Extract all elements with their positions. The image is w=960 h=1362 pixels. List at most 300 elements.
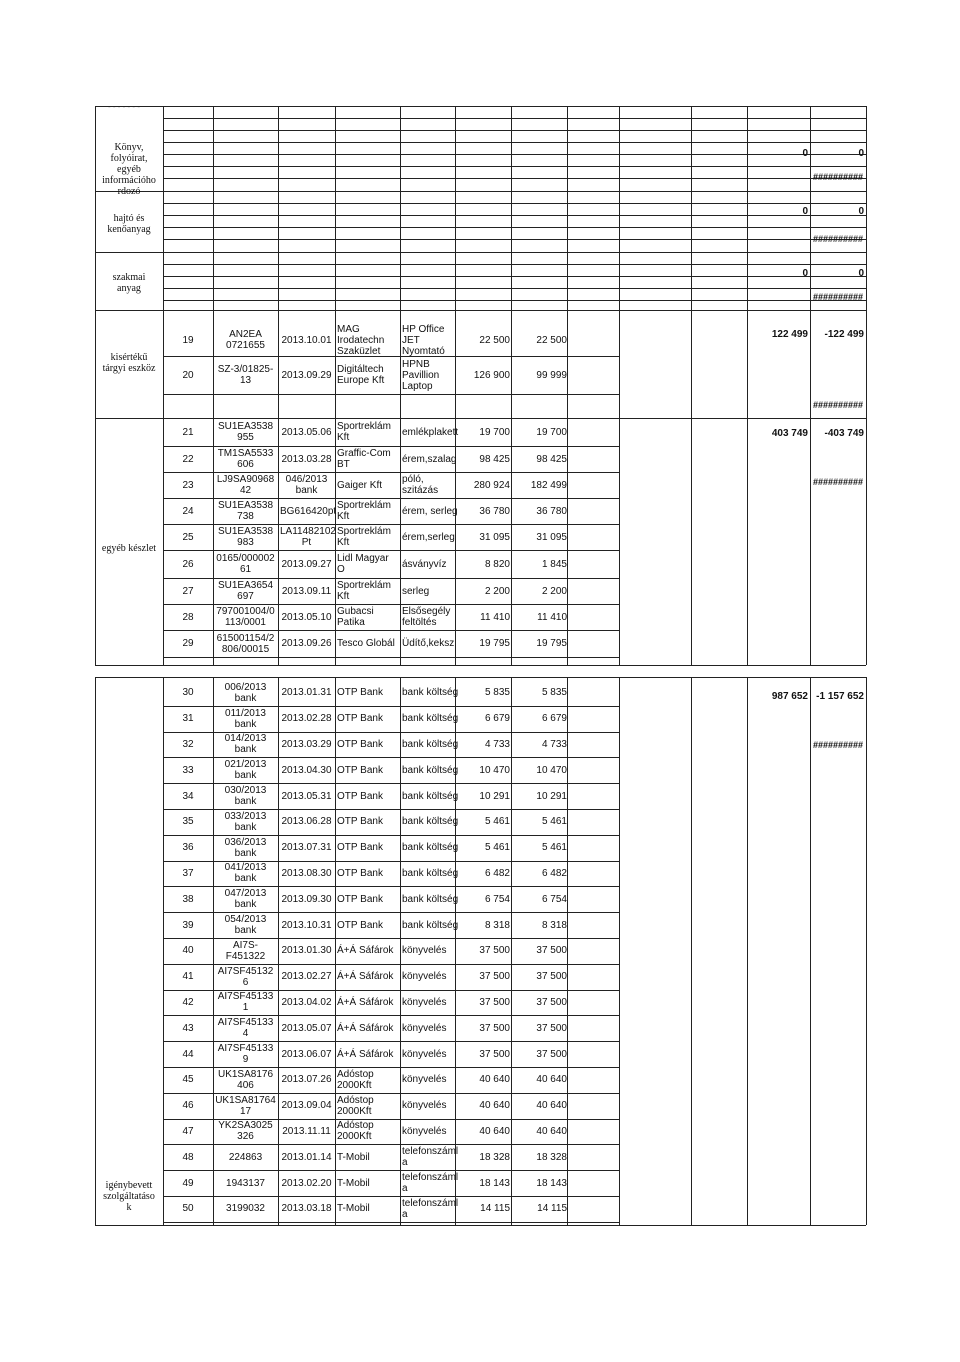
net-amount: 37 500	[536, 971, 567, 982]
net-amount: 6 679	[541, 713, 567, 724]
gross-amount: 6 754	[484, 894, 510, 905]
grid-line-h	[163, 706, 619, 707]
gross-amount: 40 640	[479, 1126, 510, 1137]
item-description: HPNB Pavillion Laptop	[402, 359, 440, 392]
grid-line-v	[866, 418, 867, 665]
grid-line-h	[163, 809, 619, 810]
partner-name: Sportreklám Kft	[337, 526, 391, 548]
grid-line-v	[511, 677, 512, 1225]
item-description: bank költség	[402, 713, 459, 724]
row-number: 44	[182, 1049, 194, 1060]
summary-value-b: -1 157 652	[816, 691, 864, 702]
gross-amount: 40 640	[479, 1074, 510, 1085]
document-date: 2013.06.28	[281, 816, 332, 827]
grid-line-v	[213, 191, 214, 252]
partner-name: OTP Bank	[337, 920, 383, 931]
item-description: Üdítő,keksz	[402, 638, 455, 649]
document-date: 2013.09.26	[281, 638, 332, 649]
document-id: AI7SF45133 9	[217, 1043, 274, 1065]
partner-name: Gubacsi Patika	[337, 606, 374, 628]
item-description: póló, szitázás	[402, 474, 439, 496]
grid-line-h	[163, 472, 619, 473]
category-label: egyéb készlet	[101, 543, 157, 554]
partner-name: OTP Bank	[337, 739, 383, 750]
grid-line-h	[163, 1015, 619, 1016]
net-amount: 36 780	[536, 506, 567, 517]
partner-name: OTP Bank	[337, 713, 383, 724]
item-description: bank költség	[402, 842, 459, 853]
grid-line-v	[691, 677, 692, 1225]
summary-overflow-marker: ##########	[812, 172, 864, 182]
grid-line-v	[95, 677, 96, 1225]
row-number: 26	[182, 559, 194, 570]
document-id: 041/2013 bank	[224, 862, 267, 884]
summary-value-b: -122 499	[824, 329, 864, 340]
item-description: serleg	[402, 586, 430, 597]
net-amount: 99 999	[536, 370, 567, 381]
row-number: 35	[182, 816, 194, 827]
partner-name: OTP Bank	[337, 868, 383, 879]
gross-amount: 280 924	[473, 480, 510, 491]
grid-line-h	[163, 300, 866, 301]
document-date: 2013.01.14	[281, 1152, 332, 1163]
grid-line-v	[747, 191, 748, 252]
net-amount: 2 200	[541, 586, 567, 597]
grid-line-v	[511, 191, 512, 252]
row-number: 21	[182, 427, 194, 438]
grid-line-v	[400, 418, 401, 665]
summary-value-a: 0	[802, 148, 808, 159]
document-id: 006/2013 bank	[224, 682, 267, 704]
summary-value-a: 0	[802, 268, 808, 279]
document-id: AI7S- F451322	[225, 940, 266, 962]
grid-line-h	[163, 1170, 619, 1171]
grid-line-v	[866, 677, 867, 1225]
grid-line-h	[163, 178, 866, 179]
item-description: érem,szalag	[402, 454, 457, 465]
grid-line-v	[567, 252, 568, 310]
document-id: 224863	[228, 1152, 263, 1163]
item-description: ásványvíz	[402, 559, 447, 570]
net-amount: 5 835	[541, 687, 567, 698]
document-date: 2013.05.31	[281, 791, 332, 802]
document-date: 2013.04.02	[281, 997, 332, 1008]
document-id: LJ9SA90968 42	[216, 474, 275, 496]
partner-name: Digitáltech Europe Kft	[337, 364, 385, 386]
document-id: TM1SA5533 606	[217, 448, 274, 470]
item-description: telefonszáml a	[402, 1198, 459, 1220]
row-number: 49	[182, 1178, 194, 1189]
net-amount: 40 640	[536, 1126, 567, 1137]
grid-line-h	[95, 418, 866, 419]
document-date: 2013.09.29	[281, 370, 332, 381]
item-description: érem, serleg	[402, 506, 458, 517]
row-number: 31	[182, 713, 194, 724]
item-description: bank költség	[402, 816, 459, 827]
row-number: 29	[182, 638, 194, 649]
net-amount: 40 640	[536, 1074, 567, 1085]
gross-amount: 5 835	[484, 687, 510, 698]
partner-name: Tesco Globál	[337, 638, 395, 649]
row-number: 23	[182, 480, 194, 491]
partner-name: Adóstop 2000Kft	[337, 1095, 374, 1117]
document-id: SU1EA3538 955	[217, 421, 274, 443]
grid-line-v	[335, 677, 336, 1225]
grid-line-h	[163, 166, 866, 167]
grid-line-h	[163, 578, 619, 579]
gross-amount: 37 500	[479, 945, 510, 956]
grid-line-v	[213, 418, 214, 665]
grid-line-v	[400, 310, 401, 418]
grid-line-v	[278, 677, 279, 1225]
summary-overflow-marker: ##########	[812, 234, 864, 244]
item-description: könyvelés	[402, 1100, 447, 1111]
gross-amount: 37 500	[479, 1023, 510, 1034]
grid-line-v	[691, 252, 692, 310]
grid-line-v	[95, 418, 96, 665]
grid-line-h	[95, 1225, 866, 1226]
gross-amount: 6 482	[484, 868, 510, 879]
grid-line-v	[455, 252, 456, 310]
gross-amount: 19 700	[479, 427, 510, 438]
grid-line-h	[163, 604, 619, 605]
grid-line-v	[335, 191, 336, 252]
grid-line-v	[163, 418, 164, 665]
grid-line-h	[163, 630, 619, 631]
net-amount: 5 461	[541, 842, 567, 853]
summary-value-a: 122 499	[771, 329, 808, 340]
row-number: 42	[182, 997, 194, 1008]
grid-line-h	[163, 203, 866, 204]
row-number: 38	[182, 894, 194, 905]
grid-line-v	[163, 252, 164, 310]
grid-line-v	[335, 252, 336, 310]
document-id: SU1EA3654 697	[217, 580, 274, 602]
grid-line-v	[810, 418, 811, 665]
row-number: 43	[182, 1023, 194, 1034]
row-number: 37	[182, 868, 194, 879]
grid-line-h	[163, 550, 619, 551]
grid-line-v	[747, 418, 748, 665]
document-date: 2013.09.04	[281, 1100, 332, 1111]
grid-line-v	[400, 677, 401, 1225]
net-amount: 19 700	[536, 427, 567, 438]
item-description: bank költség	[402, 765, 459, 776]
document-date: 2013.02.28	[281, 713, 332, 724]
net-amount: 98 425	[536, 454, 567, 465]
grid-line-h	[95, 677, 866, 678]
grid-line-h	[95, 106, 866, 107]
item-description: könyvelés	[402, 1126, 447, 1137]
item-description: könyvelés	[402, 1049, 447, 1060]
grid-line-v	[691, 191, 692, 252]
row-number: 39	[182, 920, 194, 931]
document-id: 014/2013 bank	[224, 733, 267, 755]
grid-line-h	[163, 446, 619, 447]
grid-line-h	[163, 394, 619, 395]
document-date: 2013.02.27	[281, 971, 332, 982]
partner-name: MAG Irodatechn Szaküzlet	[337, 324, 385, 357]
grid-line-h	[163, 964, 619, 965]
grid-line-h	[163, 1222, 619, 1223]
document-date: 2013.05.06	[281, 427, 332, 438]
partner-name: T-Mobil	[337, 1178, 370, 1189]
grid-line-h	[163, 657, 619, 658]
document-id: 036/2013 bank	[224, 837, 267, 859]
grid-line-h	[163, 835, 619, 836]
document-id: AI7SF45133 1	[217, 991, 274, 1013]
document-date: 2013.06.07	[281, 1049, 332, 1060]
grid-line-v	[511, 310, 512, 418]
gross-amount: 37 500	[479, 997, 510, 1008]
grid-line-h	[163, 130, 866, 131]
grid-line-v	[567, 677, 568, 1225]
grid-line-v	[619, 191, 620, 252]
document-id: AI7SF45132 6	[217, 966, 274, 988]
gross-amount: 8 318	[484, 920, 510, 931]
grid-line-h	[163, 239, 866, 240]
row-number: 20	[182, 370, 194, 381]
row-number: 46	[182, 1100, 194, 1111]
item-description: bank költség	[402, 739, 459, 750]
net-amount: 11 410	[537, 612, 567, 623]
document-date: 2013.07.31	[281, 842, 332, 853]
item-description: bank költség	[402, 868, 459, 879]
grid-line-v	[455, 191, 456, 252]
document-date: BG616420pt	[280, 506, 337, 517]
document-date: 2013.05.07	[281, 1023, 332, 1034]
summary-overflow-marker: ##########	[812, 477, 864, 487]
document-id: 030/2013 bank	[224, 785, 267, 807]
summary-value-a: 987 652	[771, 691, 808, 702]
document-id: 615001154/2 806/00015	[216, 633, 275, 655]
net-amount: 1 845	[541, 559, 567, 570]
row-number: 50	[182, 1203, 194, 1214]
grid-line-v	[213, 677, 214, 1225]
gross-amount: 2 200	[484, 586, 510, 597]
row-number: 30	[182, 687, 194, 698]
summary-overflow-marker: ##########	[812, 292, 864, 302]
item-description: HP Office JET Nyomtató	[402, 324, 445, 357]
gross-amount: 22 500	[479, 335, 510, 346]
document-id: 0165/000002 61	[216, 553, 275, 575]
row-number: 24	[182, 506, 194, 517]
gross-amount: 10 470	[479, 765, 510, 776]
row-number: 48	[182, 1152, 194, 1163]
grid-line-v	[691, 310, 692, 418]
grid-line-h	[95, 252, 866, 253]
grid-line-h	[163, 142, 866, 143]
document-id: 797001004/0 113/0001	[216, 606, 275, 628]
grid-line-v	[163, 191, 164, 252]
partner-name: Adóstop 2000Kft	[337, 1069, 374, 1091]
row-number: 28	[182, 612, 194, 623]
document-date: LA11482102 Pt	[280, 526, 336, 548]
category-label: kisértékű tárgyi eszköz	[102, 352, 156, 374]
grid-line-v	[619, 418, 620, 665]
grid-line-v	[335, 418, 336, 665]
document-date: 2013.10.31	[281, 920, 332, 931]
document-date: 2013.03.28	[281, 454, 332, 465]
grid-line-h	[163, 498, 619, 499]
summary-value-b: 0	[858, 206, 864, 217]
row-number: 40	[182, 945, 194, 956]
partner-name: Á+Á Sáfárok	[337, 997, 394, 1008]
net-amount: 18 143	[536, 1178, 567, 1189]
summary-overflow-marker: ##########	[812, 740, 864, 750]
item-description: könyvelés	[402, 1074, 447, 1085]
item-description: Elsősegély feltöltés	[402, 606, 451, 628]
document-date: 2013.01.31	[281, 687, 332, 698]
grid-line-v	[511, 252, 512, 310]
document-id: SU1EA3538 983	[217, 526, 274, 548]
category-label: Könyv, folyóirat, egyéb információho rdozó	[102, 142, 156, 197]
document-id: 3199032	[226, 1203, 265, 1214]
document-id: 054/2013 bank	[224, 914, 267, 936]
document-date: 2013.03.29	[281, 739, 332, 750]
partner-name: Graffic-Com BT	[337, 448, 391, 470]
gross-amount: 98 425	[479, 454, 510, 465]
item-description: könyvelés	[402, 1023, 447, 1034]
partner-name: OTP Bank	[337, 765, 383, 776]
partner-name: Adóstop 2000Kft	[337, 1120, 374, 1142]
document-date: 2013.04.30	[281, 765, 332, 776]
partner-name: Á+Á Sáfárok	[337, 1049, 394, 1060]
grid-line-h	[163, 886, 619, 887]
document-date: 046/2013 bank	[285, 474, 328, 496]
net-amount: 37 500	[536, 1049, 567, 1060]
document-id: AI7SF45133 4	[217, 1017, 274, 1039]
partner-name: Á+Á Sáfárok	[337, 1023, 394, 1034]
net-amount: 6 482	[541, 868, 567, 879]
item-description: bank költség	[402, 687, 459, 698]
net-amount: 22 500	[536, 335, 567, 346]
grid-line-v	[810, 677, 811, 1225]
summary-overflow-marker: ##########	[812, 400, 864, 410]
grid-line-v	[400, 191, 401, 252]
gross-amount: 10 291	[479, 791, 510, 802]
grid-line-h	[163, 938, 619, 939]
grid-line-v	[278, 252, 279, 310]
grid-line-v	[619, 310, 620, 418]
gross-amount: 4 733	[484, 739, 510, 750]
item-description: könyvelés	[402, 971, 447, 982]
partner-name: Sportreklám Kft	[337, 421, 391, 443]
item-description: bank költség	[402, 894, 459, 905]
grid-line-h	[163, 912, 619, 913]
document-date: 2013.11.11	[282, 1126, 331, 1137]
document-id: SU1EA3538 738	[217, 500, 274, 522]
grid-line-h	[163, 227, 866, 228]
grid-line-v	[567, 418, 568, 665]
net-amount: 14 115	[537, 1203, 567, 1214]
row-number: 27	[182, 586, 194, 597]
grid-line-h	[95, 665, 866, 666]
partner-name: Á+Á Sáfárok	[337, 971, 394, 982]
net-amount: 37 500	[536, 1023, 567, 1034]
partner-name: Á+Á Sáfárok	[337, 945, 394, 956]
net-amount: 10 291	[536, 791, 567, 802]
grid-line-h	[95, 310, 866, 311]
summary-value-b: 0	[858, 268, 864, 279]
row-number: 47	[182, 1126, 194, 1137]
partner-name: T-Mobil	[337, 1203, 370, 1214]
grid-line-h	[163, 118, 866, 119]
gross-amount: 36 780	[479, 506, 510, 517]
document-id: AN2EA 0721655	[226, 329, 265, 351]
document-date: 2013.09.27	[281, 559, 332, 570]
document-id: UK1SA81764 17	[215, 1095, 276, 1117]
item-description: emlékplakett	[402, 427, 459, 438]
gross-amount: 37 500	[479, 971, 510, 982]
gross-amount: 37 500	[479, 1049, 510, 1060]
gross-amount: 126 900	[473, 370, 510, 381]
gross-amount: 8 820	[484, 559, 510, 570]
grid-line-h	[163, 264, 866, 265]
gross-amount: 18 143	[479, 1178, 510, 1189]
grid-line-v	[567, 191, 568, 252]
partner-name: OTP Bank	[337, 894, 383, 905]
item-description: könyvelés	[402, 945, 447, 956]
item-description: telefonszáml a	[402, 1146, 459, 1168]
grid-line-v	[163, 677, 164, 1225]
document-date: 2013.10.01	[281, 335, 332, 346]
gross-amount: 19 795	[479, 638, 510, 649]
grid-line-v	[619, 252, 620, 310]
summary-value-a: 0	[802, 206, 808, 217]
partner-name: Lidl Magyar O	[337, 553, 389, 575]
row-number: 33	[182, 765, 194, 776]
document-id: UK1SA8176 406	[217, 1069, 274, 1091]
partner-name: OTP Bank	[337, 842, 383, 853]
grid-line-v	[511, 418, 512, 665]
gross-amount: 18 328	[479, 1152, 510, 1163]
row-number: 36	[182, 842, 194, 853]
partner-name: OTP Bank	[337, 687, 383, 698]
summary-value-b: -403 749	[824, 428, 864, 439]
document-date: 2013.07.26	[281, 1074, 332, 1085]
item-description: bank költség	[402, 920, 459, 931]
net-amount: 19 795	[536, 638, 567, 649]
grid-line-v	[567, 310, 568, 418]
item-description: telefonszáml a	[402, 1172, 459, 1194]
gross-amount: 6 679	[484, 713, 510, 724]
partner-name: Gaiger Kft	[337, 480, 383, 491]
partner-name: OTP Bank	[337, 791, 383, 802]
grid-line-h	[163, 1067, 619, 1068]
grid-line-v	[213, 310, 214, 418]
document-id: SZ-3/01825- 13	[217, 364, 274, 386]
grid-line-v	[213, 252, 214, 310]
category-label: szakmai anyag	[112, 272, 146, 294]
partner-name: OTP Bank	[337, 816, 383, 827]
row-number: 22	[182, 454, 194, 465]
net-amount: 182 499	[530, 480, 567, 491]
row-number: 32	[182, 739, 194, 750]
grid-line-h	[163, 757, 619, 758]
grid-line-h	[163, 524, 619, 525]
row-number: 19	[182, 335, 194, 346]
item-description: érem,serleg	[402, 532, 455, 543]
grid-line-v	[335, 310, 336, 418]
grid-line-v	[278, 418, 279, 665]
gross-amount: 5 461	[484, 842, 510, 853]
grid-line-h	[163, 1041, 619, 1042]
partner-name: Sportreklám Kft	[337, 500, 391, 522]
grid-line-v	[747, 310, 748, 418]
grid-line-h	[163, 1196, 619, 1197]
net-amount: 6 754	[541, 894, 567, 905]
